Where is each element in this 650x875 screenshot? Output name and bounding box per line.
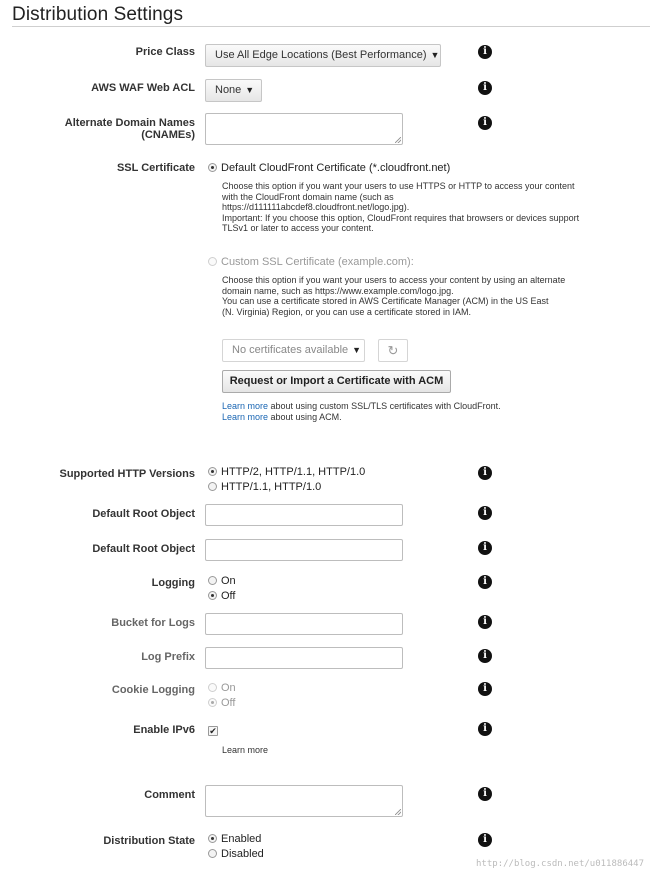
waf-value: None <box>215 84 242 96</box>
waf-label: AWS WAF Web ACL <box>91 82 195 94</box>
learn-more-acm-link[interactable]: Learn more <box>222 412 269 422</box>
info-icon[interactable]: i <box>478 541 492 555</box>
description-line: TLSv1 or later to access your content. <box>222 223 374 233</box>
logging-on-label: On <box>221 575 236 587</box>
ssl-custom-description <box>222 275 602 317</box>
learn-more-ssl-link[interactable]: Learn more <box>222 401 269 411</box>
cookie-logging-on-label: On <box>221 682 236 694</box>
default-root-object-label: Default Root Object <box>92 508 195 520</box>
info-icon[interactable]: i <box>478 116 492 130</box>
description-line: domain name, such as https://www.example.com/logo.jpg. <box>222 285 454 296</box>
description-line: https://d111111abcdef8.cloudfront.net/logo.jpg). <box>222 202 410 212</box>
default-root-object-input[interactable] <box>205 504 403 526</box>
description-line: (N. Virginia) Region, or you can use a certificate stored in IAM. <box>222 306 471 317</box>
waf-select[interactable] <box>205 79 262 102</box>
chevron-down-icon: ▼ <box>352 345 362 355</box>
description-line: Important: If you choose this option, CloudFront requires that browsers or devices support <box>222 212 580 223</box>
radio-unselected-icon[interactable] <box>208 257 217 266</box>
radio-selected-icon[interactable] <box>208 834 217 843</box>
ssl-default-radio[interactable] <box>208 162 450 175</box>
radio-unselected-icon[interactable] <box>208 849 217 858</box>
learn-more-acm-text: about using ACM. <box>268 412 342 422</box>
ipv6-checkbox[interactable]: ✔ <box>209 726 217 736</box>
certificate-select[interactable] <box>222 339 365 362</box>
info-icon[interactable]: i <box>478 833 492 847</box>
cookie-logging-option-on[interactable] <box>208 682 236 695</box>
refresh-certificates-button[interactable] <box>378 339 408 362</box>
info-icon[interactable]: i <box>478 787 492 801</box>
logging-option-off[interactable] <box>208 590 235 603</box>
chevron-down-icon: ▼ <box>430 50 440 60</box>
price-class-value: Use All Edge Locations (Best Performance) <box>215 49 427 61</box>
info-icon[interactable]: i <box>478 506 492 520</box>
http-versions-label: Supported HTTP Versions <box>59 468 195 480</box>
log-prefix-label: Log Prefix <box>141 651 195 663</box>
title-divider <box>12 26 650 27</box>
certificate-select-value: No certificates available <box>232 344 349 356</box>
radio-unselected-icon[interactable] <box>208 683 217 692</box>
description-line: Choose this option if you want your users to access your content by using an alternate <box>222 275 566 285</box>
info-icon[interactable]: i <box>478 45 492 59</box>
cnames-textarea[interactable] <box>205 113 403 145</box>
logging-option-on[interactable] <box>208 575 236 588</box>
info-icon[interactable]: i <box>478 81 492 95</box>
http-version-label: HTTP/1.1, HTTP/1.0 <box>221 481 322 493</box>
disabled-label: Disabled <box>221 848 264 860</box>
radio-selected-icon[interactable] <box>208 467 217 476</box>
ssl-default-label: Default CloudFront Certificate (*.cloudfront.net) <box>221 162 451 174</box>
info-icon[interactable]: i <box>478 649 492 663</box>
http-version-label: HTTP/2, HTTP/1.1, HTTP/1.0 <box>221 466 366 478</box>
ipv6-label: Enable IPv6 <box>133 724 195 736</box>
radio-selected-icon[interactable] <box>208 591 217 600</box>
comment-textarea[interactable] <box>205 785 403 817</box>
radio-selected-icon[interactable] <box>208 698 217 707</box>
price-class-label: Price Class <box>135 46 195 58</box>
default-root-object-input-2[interactable] <box>205 539 403 561</box>
info-icon[interactable]: i <box>478 575 492 589</box>
radio-selected-icon[interactable] <box>208 163 217 172</box>
bucket-input[interactable] <box>205 613 403 635</box>
watermark: http://blog.csdn.net/u011886447 <box>476 859 644 869</box>
ipv6-learn-more-link[interactable]: Learn more <box>222 745 269 755</box>
info-icon[interactable]: i <box>478 722 492 736</box>
description-line: Choose this option if you want your users to use HTTPS or HTTP to access your content <box>222 181 575 191</box>
learn-more-acm-line <box>222 412 342 423</box>
info-icon[interactable]: i <box>478 615 492 629</box>
cnames-label-line1: Alternate Domain Names <box>64 117 195 129</box>
resize-grip-icon[interactable] <box>395 809 401 815</box>
learn-more-ssl-text: about using custom SSL/TLS certificates with CloudFront. <box>268 401 501 411</box>
info-icon[interactable]: i <box>478 466 492 480</box>
description-line: with the CloudFront domain name (such as <box>222 191 394 202</box>
ssl-certificate-label: SSL Certificate <box>116 162 195 174</box>
comment-label: Comment <box>144 789 195 801</box>
radio-unselected-icon[interactable] <box>208 482 217 491</box>
cnames-label-line2: (CNAMEs) <box>141 129 195 141</box>
page-title: Distribution Settings <box>12 4 184 25</box>
distribution-state-disabled[interactable] <box>208 848 264 861</box>
distribution-state-enabled[interactable] <box>208 833 261 846</box>
cookie-logging-option-off[interactable] <box>208 697 235 710</box>
cnames-label <box>65 117 195 141</box>
logging-off-label: Off <box>221 590 236 602</box>
log-prefix-input[interactable] <box>205 647 403 669</box>
ssl-default-description <box>222 181 602 234</box>
description-line: You can use a certificate stored in AWS Certificate Manager (ACM) in the US East <box>222 296 549 306</box>
default-root-object-label-2: Default Root Object <box>92 543 195 555</box>
ssl-custom-label: Custom SSL Certificate (example.com): <box>221 256 414 268</box>
price-class-select[interactable] <box>205 44 441 67</box>
info-icon[interactable]: i <box>478 682 492 696</box>
refresh-icon: ↻ <box>387 343 399 358</box>
cookie-logging-label: Cookie Logging <box>111 684 195 696</box>
ssl-custom-radio[interactable] <box>208 256 414 269</box>
request-certificate-button[interactable]: Request or Import a Certificate with ACM <box>222 370 451 393</box>
enabled-label: Enabled <box>221 833 262 845</box>
http-version-option-0[interactable] <box>208 466 365 479</box>
logging-label: Logging <box>151 577 195 589</box>
cookie-logging-off-label: Off <box>221 697 236 709</box>
learn-more-ssl-line <box>222 401 501 412</box>
chevron-down-icon: ▼ <box>245 85 255 95</box>
http-version-option-1[interactable] <box>208 481 321 494</box>
bucket-label: Bucket for Logs <box>111 617 195 629</box>
resize-grip-icon[interactable] <box>395 137 401 143</box>
distribution-state-label: Distribution State <box>103 835 195 847</box>
radio-unselected-icon[interactable] <box>208 576 217 585</box>
